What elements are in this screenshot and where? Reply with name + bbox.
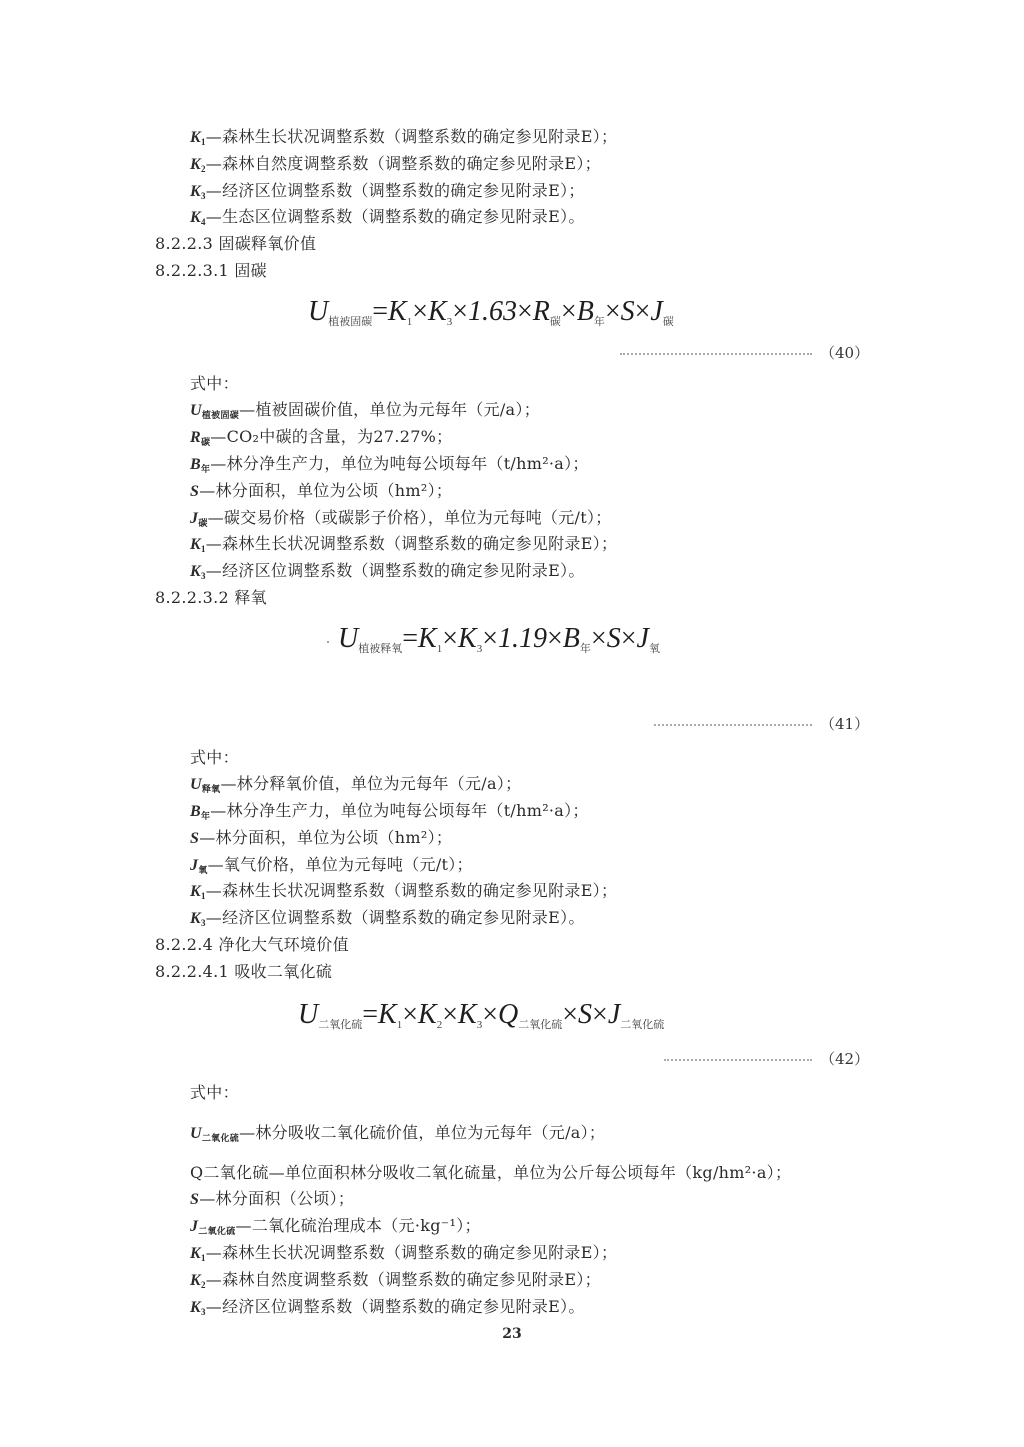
variable-symbol: $K_3$ (190, 1299, 206, 1317)
definition-line (190, 1243, 617, 1268)
dotted-leader (664, 1059, 812, 1061)
formula-operator: × (452, 296, 468, 327)
variable-symbol: $U_{植被固碳}$ (190, 402, 240, 420)
variable-symbol: $K_3$ (190, 183, 206, 201)
formula-lhs: $U_{二氧化硫}$ (298, 999, 363, 1031)
formula-term: $K_2$ (418, 999, 443, 1031)
formula-operator: × (442, 623, 459, 654)
definition-line (190, 561, 585, 586)
definition-line (190, 1216, 481, 1241)
variable-symbol: $J_碳$ (190, 510, 208, 528)
definition-line (190, 508, 612, 533)
definition-text: —碳交易价格（或碳影子价格），单位为元每吨（元/t）； (207, 508, 612, 527)
definition-text: —经济区位调整系数（调整系数的确定参见附录E）。 (205, 908, 585, 927)
definition-line (190, 454, 589, 479)
definition-line (190, 1163, 791, 1183)
where-label-41: 式中： (190, 748, 239, 767)
definition-line (190, 801, 589, 826)
where-label-40: 式中： (190, 374, 239, 393)
section-heading-8-2-2-3-1: 8.2.2.3.1 固碳 (155, 261, 267, 280)
variable-symbol: $U_{二氧化硫}$ (190, 1125, 240, 1143)
formula-term: $K_3$ (428, 296, 453, 328)
section-heading-8-2-2-3-2: 8.2.2.3.2 释氧 (155, 588, 267, 607)
dotted-leader (654, 724, 812, 726)
definition-text: Q二氧化硫—单位面积林分吸收二氧化硫量，单位为公斤每公顷每年（kg/hm²·a）； (190, 1163, 792, 1182)
section-heading-8-2-2-3: 8.2.2.3 固碳释氧价值 (155, 234, 317, 253)
formula-operator: × (482, 623, 498, 654)
equation-number-41: （41） (654, 714, 869, 734)
variable-symbol: $K_2$ (190, 156, 206, 174)
formula-term: $K_3$ (458, 999, 483, 1031)
definition-text: —森林自然度调整系数（调整系数的确定参见附录E）； (205, 1270, 601, 1289)
formula-term: $K_1$ (388, 296, 413, 328)
variable-symbol: $K_1$ (190, 883, 206, 901)
definition-text: —氧气价格，单位为元每吨（元/t）； (207, 855, 473, 874)
formula-operator: × (604, 296, 621, 327)
formula-operator: × (562, 999, 579, 1030)
definition-line (190, 1189, 354, 1210)
variable-symbol: $B_年$ (190, 803, 211, 821)
variable-symbol: S (190, 1191, 200, 1208)
formula-term: 1.63 (468, 296, 517, 327)
formula-term: $J_碳$ (650, 296, 674, 328)
definition-line (190, 127, 617, 152)
variable-symbol: $J_氧$ (190, 857, 208, 875)
variable-symbol: $K_1$ (190, 129, 206, 147)
page-number: 23 (502, 1326, 522, 1342)
formula-term: S (606, 623, 621, 654)
formula-operator: × (482, 999, 498, 1030)
formula-term: $B_年$ (576, 296, 605, 328)
formula-term: $J_{二氧化硫}$ (607, 999, 665, 1031)
formula-41: $U_{植被释氧}=K_1\times K_3\times 1.19\times B_年\times S\times J_氧$ (338, 623, 660, 655)
definition-text: —CO₂中碳的含量，为27.27%； (210, 427, 453, 446)
formula-term: $J_氧$ (636, 623, 660, 655)
formula-term: $Q_{二氧化硫}$ (497, 999, 563, 1031)
definition-text: —生态区位调整系数（调整系数的确定参见附录E）。 (205, 207, 585, 226)
definition-text: —经济区位调整系数（调整系数的确定参见附录E）。 (205, 1297, 585, 1316)
definition-line (190, 181, 585, 206)
formula-term: $R_碳$ (532, 296, 561, 328)
variable-symbol: $K_3$ (190, 910, 206, 928)
definition-line (190, 207, 585, 232)
formula-operator: × (517, 296, 533, 327)
formula-operator: × (547, 623, 563, 654)
formula-operator: × (634, 296, 651, 327)
variable-symbol: $U_{释氧}$ (190, 776, 221, 794)
variable-symbol: $K_2$ (190, 1272, 206, 1290)
equation-number-42: （42） (664, 1049, 869, 1069)
definition-text: —二氧化硫治理成本（元·kg⁻¹）； (235, 1216, 481, 1235)
formula-term: 1.19 (498, 623, 547, 654)
definition-line (190, 828, 452, 849)
variable-symbol: $K_1$ (190, 536, 206, 554)
formula-operator: × (442, 999, 458, 1030)
definition-line (190, 855, 473, 880)
definition-text: —森林生长状况调整系数（调整系数的确定参见附录E）； (205, 127, 618, 146)
definition-line (190, 1297, 585, 1322)
definition-text: —林分面积，单位为公顷（hm²）； (199, 828, 453, 847)
definition-line (190, 427, 452, 452)
definition-text: —林分净生产力，单位为吨每公顷每年（t/hm²·a）； (210, 801, 589, 820)
definition-text: —森林生长状况调整系数（调整系数的确定参见附录E）； (205, 534, 618, 553)
definition-text: —林分释氧价值，单位为元每年（元/a）； (220, 774, 522, 793)
definition-text: —森林生长状况调整系数（调整系数的确定参见附录E）； (205, 881, 618, 900)
variable-symbol: $K_4$ (190, 209, 206, 227)
formula-term: $B_年$ (562, 623, 591, 655)
formula-lhs: $U_{植被释氧}$ (338, 623, 403, 655)
formula-term: $K_1$ (418, 623, 443, 655)
definition-line (190, 881, 617, 906)
formula-operator: × (590, 623, 607, 654)
variable-symbol: $J_{二氧化硫}$ (190, 1218, 236, 1236)
formula-term: $K_1$ (378, 999, 403, 1031)
equation-number-40: （40） (620, 343, 869, 363)
definition-text: —森林生长状况调整系数（调整系数的确定参见附录E）； (205, 1243, 618, 1262)
formula-lhs: $U_{植被固碳}$ (308, 296, 373, 328)
dotted-leader (620, 353, 812, 355)
definition-line (190, 400, 540, 425)
section-heading-8-2-2-4: 8.2.2.4 净化大气环境价值 (155, 935, 349, 954)
variable-symbol: S (190, 483, 200, 500)
definition-line (190, 1270, 601, 1295)
variable-symbol: $B_年$ (190, 456, 211, 474)
definition-text: —林分吸收二氧化硫价值，单位为元每年（元/a）； (239, 1123, 606, 1142)
definition-line (190, 534, 617, 559)
formula-40: $U_{植被固碳}=K_1\times K_3\times 1.63\times R_碳\times B_年\times S\times J_碳$ (308, 296, 674, 328)
definition-text: —林分净生产力，单位为吨每公顷每年（t/hm²·a）； (210, 454, 589, 473)
formula-term: S (578, 999, 593, 1030)
definition-text: —经济区位调整系数（调整系数的确定参见附录E）。 (205, 561, 585, 580)
formula-term: $K_3$ (458, 623, 483, 655)
formula-operator: × (620, 623, 637, 654)
definition-line (190, 774, 521, 799)
definition-text: —林分面积，单位为公顷（hm²）； (199, 481, 453, 500)
formula-operator: × (412, 296, 429, 327)
definition-text: —森林自然度调整系数（调整系数的确定参见附录E）； (205, 154, 601, 173)
formula-operator: × (402, 999, 419, 1030)
definition-line (190, 908, 585, 933)
stray-dot (327, 641, 329, 643)
where-label-42: 式中： (190, 1083, 239, 1102)
definition-line (190, 154, 601, 179)
variable-symbol: $K_1$ (190, 1245, 206, 1263)
definition-line (190, 481, 452, 502)
formula-term: S (620, 296, 635, 327)
variable-symbol: $K_3$ (190, 563, 206, 581)
section-heading-8-2-2-4-1: 8.2.2.4.1 吸收二氧化硫 (155, 962, 333, 981)
definition-line (190, 1123, 605, 1148)
definition-text: —林分面积（公顷）； (199, 1189, 355, 1208)
definition-text: —经济区位调整系数（调整系数的确定参见附录E）； (205, 181, 585, 200)
formula-operator: × (592, 999, 608, 1030)
variable-symbol: S (190, 830, 200, 847)
formula-operator: × (560, 296, 577, 327)
variable-symbol: $R_碳$ (190, 429, 211, 447)
definition-text: —植被固碳价值，单位为元每年（元/a）； (239, 400, 540, 419)
formula-42: $U_{二氧化硫}=K_1\times K_2\times K_3\times Q_{二氧化硫}\times S\times J_{二氧化硫}$ (298, 999, 665, 1031)
